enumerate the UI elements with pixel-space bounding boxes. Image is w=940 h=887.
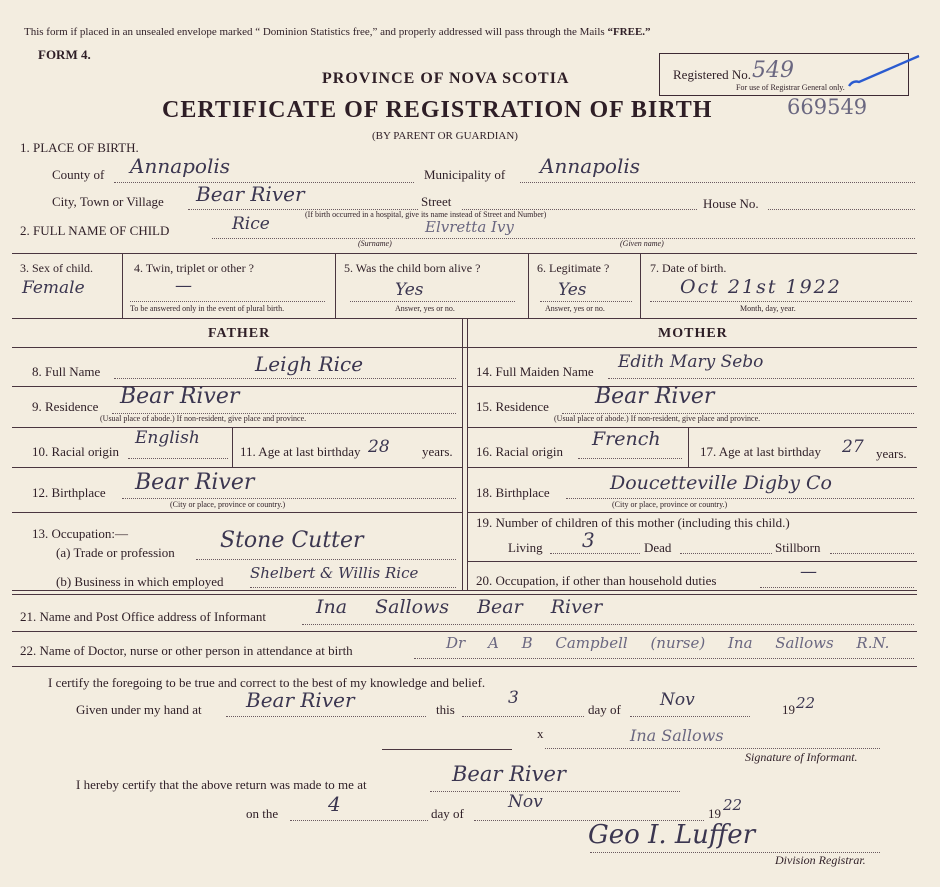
mother-occupation-value: —	[800, 562, 817, 582]
dead-label: Dead	[644, 540, 672, 555]
attendant-value: Dr A B Campbell (nurse) Ina Sallows R.N.	[446, 634, 890, 652]
alive-note: Answer, yes or no.	[395, 304, 455, 313]
twin-label: 4. Twin, triplet or other ?	[134, 261, 254, 275]
informant-value: Ina Sallows Bear River	[316, 596, 603, 618]
mother-birthplace-note: (City or place, province or country.)	[612, 500, 728, 509]
informant-label: 21. Name and Post Office address of Informant	[20, 609, 266, 624]
street-note: (If birth occurred in a hospital, give its name instead of Street and Number)	[305, 210, 547, 219]
registrar-day-value: 4	[328, 792, 341, 816]
house-number-label: House No.	[703, 196, 759, 211]
mother-racial-label: 16. Racial origin	[476, 444, 564, 459]
father-business-label: (b) Business in which employed	[56, 574, 224, 589]
mother-birthplace-label: 18. Birthplace	[476, 485, 550, 500]
child-given-value: Elvretta Ivy	[425, 218, 514, 236]
county-value: Annapolis	[130, 154, 231, 178]
registrar-general-note: For use of Registrar General only.	[736, 83, 845, 92]
living-value: 3	[582, 528, 595, 552]
checkmark-icon	[845, 52, 925, 92]
certificate-subtitle: (BY PARENT OR GUARDIAN)	[372, 130, 518, 142]
twin-value: —	[175, 276, 192, 296]
mother-birthplace-value: Doucetteville Digby Co	[610, 472, 832, 494]
child-surname-value: Rice	[232, 214, 270, 234]
division-registrar-signature: Geo I. Luffer	[588, 820, 756, 850]
father-birthplace-value: Bear River	[135, 470, 255, 495]
sex-label: 3. Sex of child.	[20, 261, 93, 275]
registrar-year-value: 22	[723, 796, 743, 814]
free-label: “FREE.”	[607, 26, 651, 38]
father-age-value: 28	[368, 437, 390, 457]
registered-value: 549	[752, 58, 794, 83]
father-residence-note: (Usual place of abode.) If non-resident, give place and province.	[100, 414, 307, 423]
twin-note: To be answered only in the event of plural birth.	[130, 304, 285, 313]
father-residence-value: Bear River	[120, 384, 240, 409]
given-under-label: Given under my hand at	[76, 702, 202, 717]
cross-mark: x	[537, 726, 544, 741]
stillborn-label: Stillborn	[775, 540, 821, 555]
mother-residence-note: (Usual place of abode.) If non-resident, give place and province.	[554, 414, 761, 423]
mother-heading: MOTHER	[658, 326, 728, 341]
city-label: City, Town or Village	[52, 194, 164, 209]
attendant-label: 22. Name of Doctor, nurse or other person in attendance at birth	[20, 643, 353, 658]
father-name-value: Leigh Rice	[255, 352, 364, 376]
certificate-title: CERTIFICATE OF REGISTRATION OF BIRTH	[162, 97, 713, 123]
registrar-day-of-label: day of	[431, 806, 464, 821]
living-label: Living	[508, 540, 543, 555]
sex-value: Female	[22, 278, 85, 298]
registered-label: Registered No.	[673, 67, 751, 82]
surname-caption: (Surname)	[358, 239, 392, 248]
place-of-birth-label: 1. PLACE OF BIRTH.	[20, 140, 139, 155]
legitimate-note: Answer, yes or no.	[545, 304, 605, 313]
birth-date-note: Month, day, year.	[740, 304, 796, 313]
birth-date-value: Oct 21st 1922	[680, 276, 842, 298]
mother-age-value: 27	[842, 437, 864, 457]
cert-year-prefix: 19	[782, 702, 795, 717]
mother-years-label: years.	[876, 446, 907, 461]
mother-maiden-value: Edith Mary Sebo	[618, 352, 764, 372]
this-label: this	[436, 702, 455, 717]
father-business-value: Shelbert & Willis Rice	[250, 564, 419, 582]
form-number: FORM 4.	[38, 47, 91, 62]
father-occupation-label: 13. Occupation:—	[32, 526, 129, 541]
child-name-label: 2. FULL NAME OF CHILD	[20, 223, 170, 238]
father-years-label: years.	[422, 444, 453, 459]
father-heading: FATHER	[208, 326, 271, 341]
mother-racial-value: French	[592, 428, 661, 450]
signature-of-informant-label: Signature of Informant.	[745, 750, 858, 764]
registrar-place-value: Bear River	[452, 762, 566, 786]
province-title: PROVINCE OF NOVA SCOTIA	[322, 70, 570, 87]
father-racial-label: 10. Racial origin	[32, 444, 120, 459]
father-racial-value: English	[135, 428, 200, 448]
legitimate-value: Yes	[558, 280, 587, 300]
given-name-caption: (Given name)	[620, 239, 664, 248]
cert-day-value: 3	[508, 688, 519, 708]
informant-signature: Ina Sallows	[630, 726, 724, 745]
cert-day-of-label: day of	[588, 702, 621, 717]
mother-age-label: 17. Age at last birthday	[700, 444, 821, 459]
alive-label: 5. Was the child born alive ?	[344, 261, 481, 275]
county-label: County of	[52, 167, 105, 182]
certification-statement: I certify the foregoing to be true and correct to the best of my knowledge and belief.	[48, 675, 486, 690]
father-age-label: 11. Age at last birthday	[240, 444, 361, 459]
registrar-year-prefix: 19	[708, 806, 721, 821]
registrar-statement: I hereby certify that the above return was made to me at	[76, 777, 367, 792]
father-trade-label: (a) Trade or profession	[56, 545, 175, 560]
municipality-label: Municipality of	[424, 167, 506, 182]
registrar-month-value: Nov	[508, 792, 543, 812]
father-name-label: 8. Full Name	[32, 364, 101, 379]
municipality-value: Annapolis	[540, 154, 641, 178]
mother-occupation-label: 20. Occupation, if other than household duties	[476, 573, 717, 588]
division-registrar-label: Division Registrar.	[775, 853, 866, 867]
city-value: Bear River	[196, 182, 305, 206]
mother-residence-value: Bear River	[595, 384, 715, 409]
legitimate-label: 6. Legitimate ?	[537, 261, 610, 275]
mother-residence-label: 15. Residence	[476, 399, 549, 414]
street-label: Street	[421, 194, 452, 209]
mother-children-label: 19. Number of children of this mother (including this child.)	[476, 515, 790, 530]
father-birthplace-note: (City or place, province or country.)	[170, 500, 286, 509]
father-trade-value: Stone Cutter	[220, 528, 364, 553]
mail-notice: This form if placed in an unsealed envelope marked “ Dominion Statistics free,” and properly addressed will pass through the Mails “FREE.”	[24, 26, 651, 38]
given-place-value: Bear River	[246, 688, 355, 712]
cert-year-value: 22	[796, 694, 816, 712]
alive-value: Yes	[395, 280, 424, 300]
father-birthplace-label: 12. Birthplace	[32, 485, 106, 500]
stamp-number: 669549	[787, 95, 868, 119]
cert-month-value: Nov	[660, 690, 695, 710]
mother-maiden-label: 14. Full Maiden Name	[476, 364, 594, 379]
on-the-label: on the	[246, 806, 279, 821]
birth-date-label: 7. Date of birth.	[650, 261, 727, 275]
father-residence-label: 9. Residence	[32, 399, 99, 414]
